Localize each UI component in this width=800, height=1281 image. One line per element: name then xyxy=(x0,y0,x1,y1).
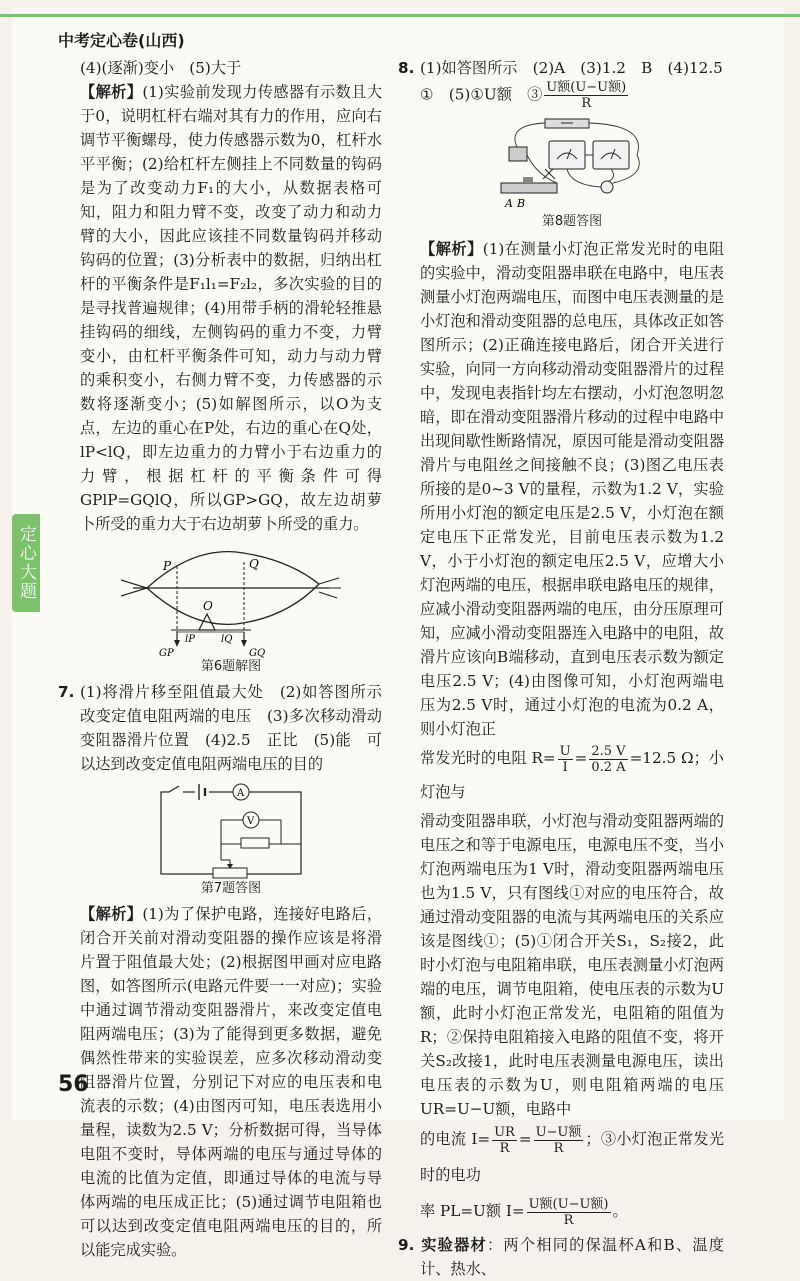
page-header: 中考定心卷(山西) xyxy=(58,31,185,50)
q8-answer-line2 xyxy=(420,80,724,111)
r-fraction-2 xyxy=(589,744,627,775)
analysis-tag: 【解析】 xyxy=(80,83,143,101)
q7-analysis-text: (1)为了保护电路，连接好电路后，闭合开关前对滑动变阻器的操作应该是将滑片置于阻值最大处；(2)根据图甲画对应电路图，如答图所示(电路元件要一一对应)；实验中通过调节滑动变阻器滑片，来改变定值电阻两端电压；(3)为了能得到更多数据，避免偶然性带来的实验误差，应多次移动滑动变阻器滑片位置，分别记下对应的电压表和电流表的示数；(4)由图丙可知，电压表选用小量程，读数为2.5 V；分析数据可得，当导体电阻不变时，导体两端的电压与通过导体的电流的比值为定值，即通过导体的电流与导体两端的电压成正比；(5)通过调节电阻箱也可以达到改变定值电阻两端电压的目的，所以能完成实验。 xyxy=(80,905,383,1259)
fig7-caption: 第7题答图 xyxy=(200,881,262,896)
q8-answer-fraction xyxy=(544,80,628,111)
fraction-denominator: R xyxy=(581,96,592,111)
q7-analysis xyxy=(80,902,382,1262)
page-number: 56 xyxy=(58,1072,89,1097)
q7-answer xyxy=(58,680,398,776)
label-b: B xyxy=(517,197,526,210)
label-GQ: GQ xyxy=(249,648,266,658)
fraction-numerator: 2.5 V xyxy=(591,743,626,759)
q9-text: ：两个相同的保温杯A和B、温度计、热水、 xyxy=(420,1236,724,1278)
voltmeter-label: V xyxy=(247,816,255,827)
side-tab: 定心大题 xyxy=(12,514,40,612)
r-fraction-1 xyxy=(558,744,573,775)
q6-answer-tail: (4)(逐渐)变小 (5)大于 xyxy=(80,59,242,77)
p-formula-prefix: 率 PL=U额 I= xyxy=(420,1202,525,1220)
ammeter-label: A xyxy=(237,788,245,799)
r-formula-prefix: 常发光时的电阻 R= xyxy=(420,749,556,767)
label-lP: lP xyxy=(185,634,195,645)
label-P: P xyxy=(163,559,172,573)
q9-line xyxy=(398,1233,724,1281)
q8-analysis-text-2: 滑动变阻器串联，小灯泡与滑动变阻器两端的电压之和等于电源电压，电源电压不变，当小灯泡两端电压为1 V时，滑动变阻器两端电压也为1.5 V，只有图线①对应的电压符合，故通过滑动变阻器的电流与其两端电压的关系应该是图线①；(5)①闭合开关S₁，S₂接2，此时小灯泡与电阻箱串联，电压表测量小灯泡两端的电压，调节电阻箱，使电压表的示数为U额，此时小灯泡正常发光，电阻箱的阻值为R；②保持电阻箱接入电路的阻值不变，将开关S₂改接1，此时电压表测量电源电压，读出电压表的示数为U，则电阻箱两端的电压UR=U−U额，电路中 xyxy=(420,812,724,1118)
fraction-numerator: U额(U−U额) xyxy=(546,80,627,95)
label-a: A xyxy=(505,197,513,210)
q8-answer xyxy=(398,56,724,80)
fig8-caption: 第8题答图 xyxy=(541,214,603,229)
q8-analysis-text-1: (1)在测量小灯泡正常发光时的电阻的实验中，滑动变阻器串联在电路中，电压表测量小灯泡两端电压，而图中电压表测量的是小灯泡和滑动变阻器的总电压，具体改正如答图所示；(2)正确连接电路后，闭合开关进行实验，向同一方向移动滑动变阻器滑片的过程中，发现电表指针均左右摆动，小灯泡忽明忽暗，即在滑动变阻器滑片移动的过程中电路中出现间歇性断路情况，原因可能是滑动变阻器滑片与电阻丝之间接触不良；(3)图乙电压表所接的是0~3 V的量程，示数为1.2 V，实验所用小灯泡的额定电压是2.5 V，小灯泡在额定电压下正常发光，目前电压表示数为1.2 V，小于小灯泡的额定电压2.5 V，应增大小灯泡两端的电压，根据串联电路电压的规律，应减小滑动变阻器两端的电压，由分压原理可知，应减小滑动变阻器连入电路中的电阻，故滑片应该向B端移动，直到电压表示数为额定电压2.5 V；(4)由图像可知，小灯泡两端电压为2.5 V时，通过小灯泡的电流为0.2 A，则小灯泡正 xyxy=(420,240,725,738)
i-fraction-2 xyxy=(534,1125,584,1156)
q7-number: 7. xyxy=(58,683,75,701)
analysis-tag-q8: 【解析】 xyxy=(420,240,483,258)
q8-number: 8. xyxy=(398,59,415,77)
fraction-numerator: U额(U−U额) xyxy=(528,1196,609,1212)
lever-figure xyxy=(111,540,351,658)
fraction-denominator: R xyxy=(553,1140,564,1156)
q8-analysis-2 xyxy=(420,809,724,1121)
p-formula-suffix: 。 xyxy=(612,1202,628,1220)
q8-answer-text: (1)如答图所示 (2)A (3)1.2 B (4)12.5 xyxy=(420,59,723,77)
analysis-tag-q7: 【解析】 xyxy=(80,905,143,923)
q8-power-line xyxy=(420,1193,724,1229)
circuit-figure-q7 xyxy=(131,780,331,880)
label-GP: GP xyxy=(159,648,174,658)
p-fraction xyxy=(527,1197,611,1228)
r-formula-suffix: =12.5 Ω；小灯泡与 xyxy=(420,749,724,801)
q7-answer-text: (1)将滑片移至阻值最大处 (2)如答图所示 改变定值电阻两端的电压 (3)多次移动滑动变阻器滑片位置 (4)2.5 正比 (5)能 可以达到改变定值电阻两端电压的目的 xyxy=(80,683,398,773)
fraction-numerator: U xyxy=(559,743,571,759)
label-Q: Q xyxy=(249,557,259,571)
label-O: O xyxy=(203,599,213,613)
q6-analysis-text: (1)实验前发现力传感器有示数且大于0，说明杠杆右端对其有力的作用，应向右调节平衡螺母，使力传感器示数为0，杠杆水平平衡；(2)给杠杆左侧挂上不同数量的钩码是为了改变动力F₁的大小，从数据表格可知，阻力和阻力臂不变，改变了动力和动力臂的大小，因此应该挂不同数量钩码并移动钩码的位置；(3)分析表中的数据，归纳出杠杆的平衡条件是F₁l₁=F₂l₂，多次实验的目的是寻找普遍规律；(4)用带手柄的滑轮轻推悬挂钩码的细线，左侧钩码的重力不变，力臂变小，由杠杆平衡条件可知，动力与动力臂的乘积变小，右侧力臂不变，力传感器的示数将逐渐变小；(5)如解图所示，以O为支点，左边的重心在P处，右边的重心在Q处，lP<lQ，即左边重力的力臂小于右边重力的力臂，根据杠杆的平衡条件可得GPlP=GQlQ，所以GP>GQ，故左边胡萝卜所受的重力大于右边胡萝卜所受的重力。 xyxy=(80,83,383,533)
fraction-denominator: I xyxy=(562,759,568,775)
fraction-numerator: UR xyxy=(494,1124,515,1140)
circuit-figure-q8 xyxy=(487,115,657,213)
i-formula-suffix: ；③小灯泡正常发光时的电功 xyxy=(420,1130,725,1184)
top-accent-bar xyxy=(0,14,800,17)
q9-tag: 实验器材 xyxy=(420,1236,487,1254)
fraction-denominator: R xyxy=(499,1140,510,1156)
fraction-denominator: 0.2 A xyxy=(591,759,626,775)
q8-resistance-line: 常发光时的电阻 R= $\frac{U}{I}$ = $\frac{2.5 V}{0.2 A}$ =12.5 Ω；小灯泡与 xyxy=(420,743,724,801)
i-formula-prefix: 的电流 I= xyxy=(420,1130,491,1148)
i-fraction-1 xyxy=(492,1125,517,1156)
q8-current-line: 的电流 I= $\frac{UR}{R}$ = $\frac{\text{U−U额}}{R}$ ；③小灯泡正常发光时的电功 xyxy=(420,1124,725,1184)
right-column xyxy=(398,56,725,1281)
q6-analysis xyxy=(80,80,382,536)
fraction-numerator: U−U额 xyxy=(535,1124,582,1140)
q8-analysis xyxy=(420,237,724,741)
q9-number: 9. xyxy=(398,1236,415,1254)
fraction-denominator: R xyxy=(563,1212,574,1228)
fig6-caption: 第6题解图 xyxy=(200,659,262,674)
q8-answer-part: ① (5)①U额 ③ xyxy=(420,85,543,104)
label-lQ: lQ xyxy=(221,634,233,645)
